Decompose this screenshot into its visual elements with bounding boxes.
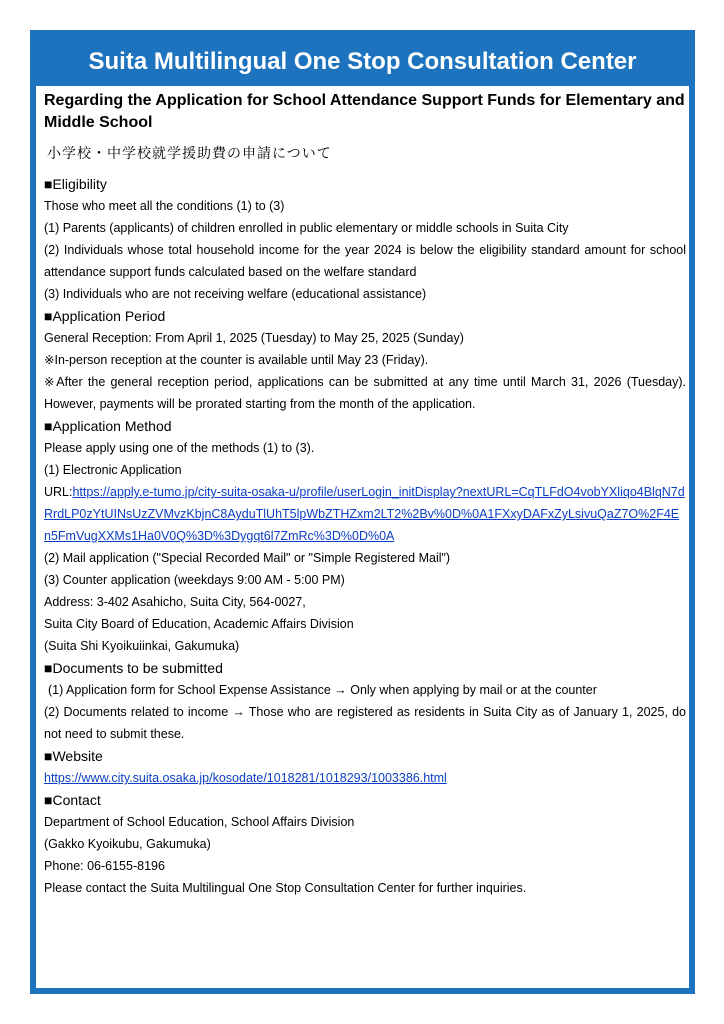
address-line: Suita City Board of Education, Academic Affairs Division [44, 617, 354, 631]
application-method-heading: ■Application Method [44, 418, 172, 434]
website-heading: ■Website [44, 748, 103, 764]
contact-heading: ■Contact [44, 792, 101, 808]
website-link[interactable]: https://www.city.suita.osaka.jp/kosodate/1018281/1018293/1003386.html [44, 771, 447, 785]
website-line [44, 767, 686, 789]
period-line: ※After the general reception period, applications can be submitted at any time until March 31, 2026 (Tuesday). However, payments will be prorated starting from the month of the application. [44, 375, 686, 411]
application-period-heading: ■Application Period [44, 308, 166, 324]
method-intro: Please apply using one of the methods (1) to (3). [44, 441, 315, 455]
method-line: (3) Counter application (weekdays 9:00 AM - 5:00 PM) [44, 573, 345, 587]
center-banner: Suita Multilingual One Stop Consultation Center [36, 36, 689, 86]
period-line: ※In-person reception at the counter is available until May 23 (Friday). [44, 353, 429, 367]
page-frame [30, 30, 695, 994]
electronic-application-label: (1) Electronic Application [44, 463, 182, 477]
eligibility-line: Those who meet all the conditions (1) to (3) [44, 199, 285, 213]
document-body [44, 90, 686, 899]
document-title: Regarding the Application for School Attendance Support Funds for Elementary and Middle School [44, 92, 685, 131]
documents-heading: ■Documents to be submitted [44, 660, 223, 676]
eligibility-line: (2) Individuals whose total household income for the year 2024 is below the eligibility standard amount for school attendance support funds calculated based on the welfare standard [44, 243, 686, 279]
documents-line: (1) Application form for School Expense Assistance → Only when applying by mail or at the counter [48, 683, 597, 697]
url-label: URL: [44, 485, 73, 499]
eligibility-line: (1) Parents (applicants) of children enrolled in public elementary or middle schools in Suita City [44, 221, 569, 235]
contact-line: (Gakko Kyoikubu, Gakumuka) [44, 837, 211, 851]
contact-line: Please contact the Suita Multilingual One Stop Consultation Center for further inquiries. [44, 881, 527, 895]
address-line: (Suita Shi Kyoikuiinkai, Gakumuka) [44, 639, 240, 653]
electronic-application-link[interactable]: https://apply.e-tumo.jp/city-suita-osaka-u/profile/userLogin_initDisplay?nextURL=CqTLFdO4vobYXliqo4BlqN7dRrdLP0zYtUINsUzZVMvzKbjnC8AyduTlUhT5lpWbZTHZxm2LT2%2Bv%0D%0A1FXxyDAFxZyLsivuQaZ7O%2F4En5FmVugXXMs1Ha0V0Q%3D%3Dygqt6l7ZmRc%3D%0D%0A [44, 485, 685, 543]
method-line: (2) Mail application ("Special Recorded Mail" or "Simple Registered Mail") [44, 551, 451, 565]
japanese-subtitle: 小学校・中学校就学援助費の申請について [47, 146, 332, 162]
url-line [44, 481, 686, 547]
contact-line: Department of School Education, School Affairs Division [44, 815, 355, 829]
eligibility-line: (3) Individuals who are not receiving welfare (educational assistance) [44, 287, 427, 301]
contact-phone: Phone: 06-6155-8196 [44, 859, 165, 873]
documents-line: (2) Documents related to income → Those who are registered as residents in Suita City as of January 1, 2025, do not need to submit these. [44, 705, 686, 741]
period-line: General Reception: From April 1, 2025 (Tuesday) to May 25, 2025 (Sunday) [44, 331, 464, 345]
address-line: Address: 3-402 Asahicho, Suita City, 564-0027, [44, 595, 306, 609]
eligibility-heading: ■Eligibility [44, 176, 107, 192]
